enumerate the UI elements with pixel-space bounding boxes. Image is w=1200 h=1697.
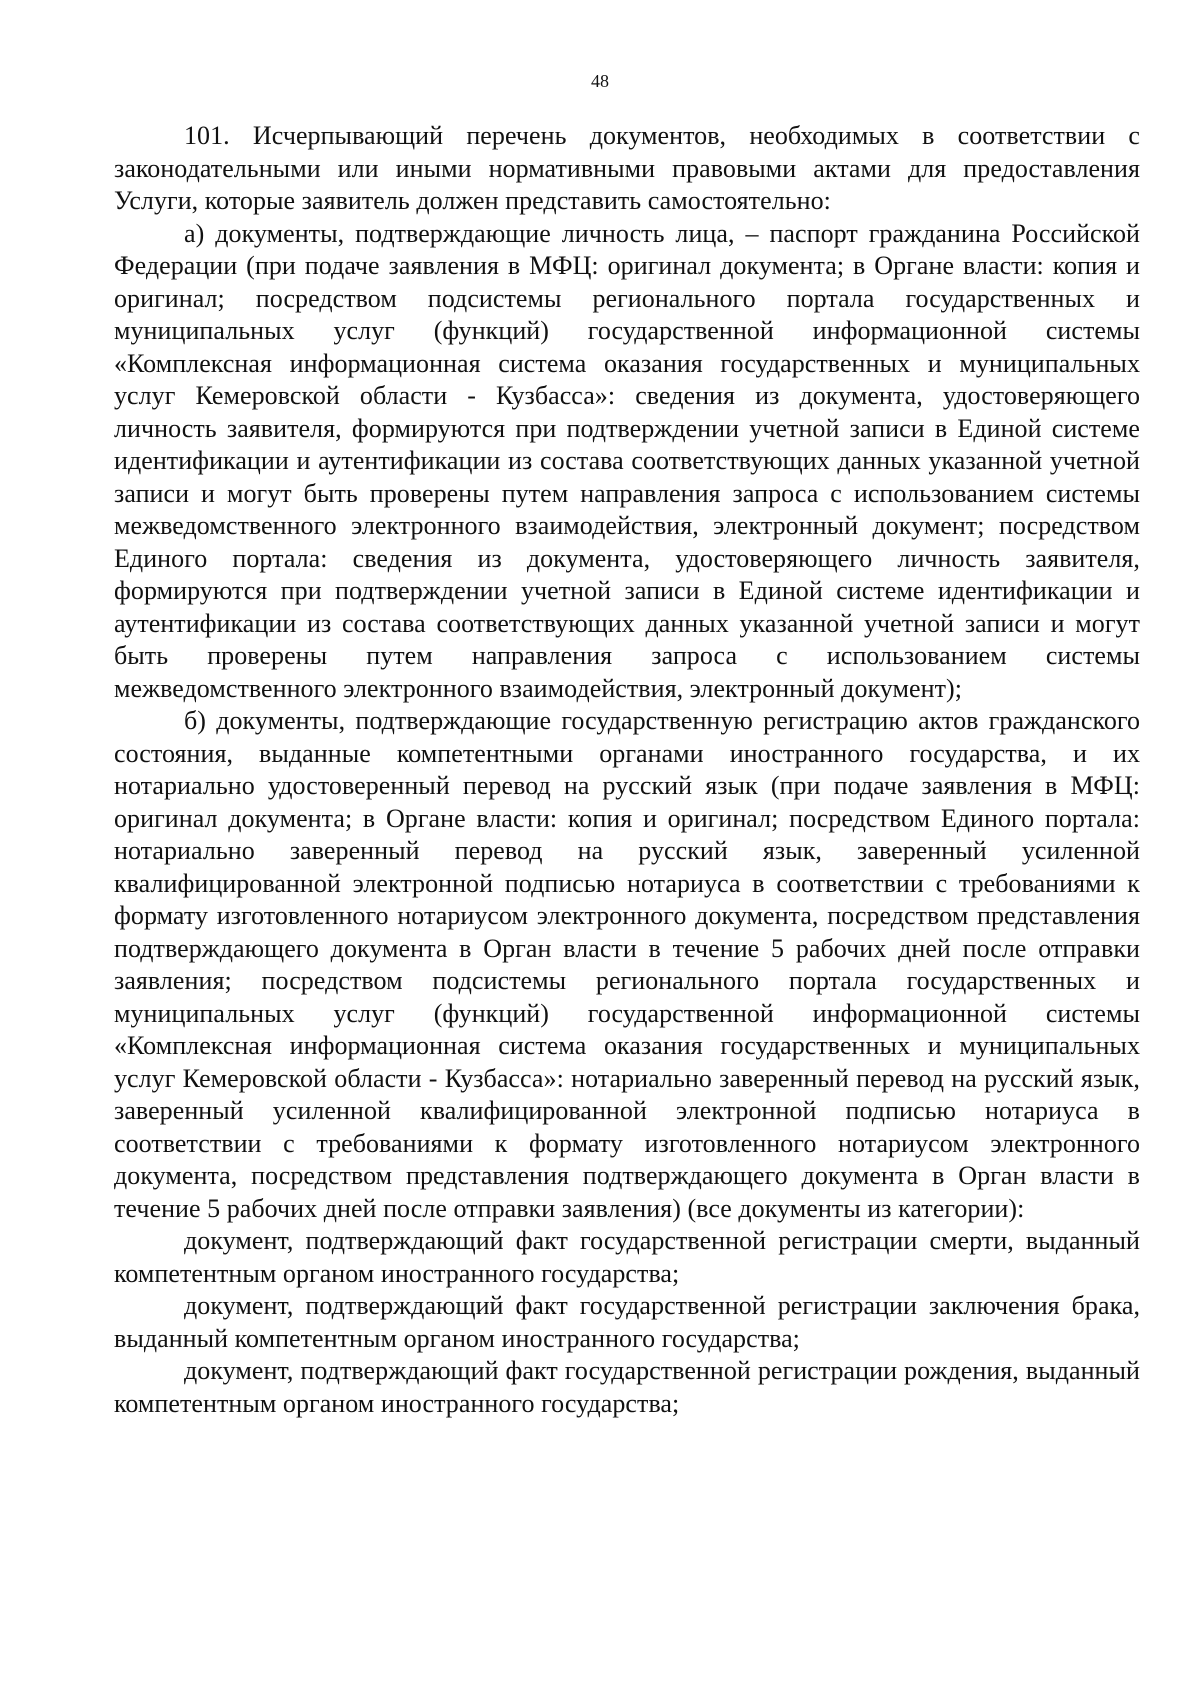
paragraph-b-civil-status-documents: б) документы, подтверждающие государственную регистрацию актов гражданского состояния, выданные компетентными органами иностранного государства, и их нотариально удостоверенный перевод на русский язык (при подаче заявления в МФЦ: оригинал документа; в Органе власти: копия и оригинал; посредством Единого портала: нотариально заверенный перевод на русский язык, заверенный усиленной квалифицированной электронной подписью нотариуса в соответствии с требованиями к формату изготовленного нотариусом электронного документа, посредством представления подтверждающего документа в Орган власти в течение 5 рабочих дней после отправки заявления; посредством подсистемы регионального портала государственных и муниципальных услуг (функций) государственной информационной системы «Комплексная информационная система оказания государственных и муниципальных услуг Кемеровской области - Кузбасса»: нотариально заверенный перевод на русский язык, заверенный усиленной квалифицированной электронной подписью нотариуса в соответствии с требованиями к формату изготовленного нотариусом электронного документа, посредством представления подтверждающего документа в Орган власти в течение 5 рабочих дней после отправки заявления) (все документы из категории): (114, 706, 1140, 1223)
list-item-birth-registration: документ, подтверждающий факт государственной регистрации рождения, выданный компетентным органом иностранного государства; (114, 1356, 1140, 1418)
document-body (114, 120, 1140, 1420)
list-item-death-registration: документ, подтверждающий факт государственной регистрации смерти, выданный компетентным органом иностранного государства; (114, 1226, 1140, 1288)
list-item-marriage-registration: документ, подтверждающий факт государственной регистрации заключения брака, выданный компетентным органом иностранного государства; (114, 1291, 1140, 1353)
page-number: 48 (591, 71, 609, 91)
paragraph-a-identity-documents: а) документы, подтверждающие личность лица, – паспорт гражданина Российской Федерации (при подаче заявления в МФЦ: оригинал документа; в Органе власти: копия и оригинал; посредством подсистемы регионального портала государственных и муниципальных услуг (функций) государственной информационной системы «Комплексная информационная система оказания государственных и муниципальных услуг Кемеровской области - Кузбасса»: сведения из документа, удостоверяющего личность заявителя, формируются при подтверждении учетной записи в Единой системе идентификации и аутентификации из состава соответствующих данных указанной учетной записи и могут быть проверены путем направления запроса с использованием системы межведомственного электронного взаимодействия, электронный документ; посредством Единого портала: сведения из документа, удостоверяющего личность заявителя, формируются при подтверждении учетной записи в Единой системе идентификации и аутентификации из состава соответствующих данных указанной учетной записи и могут быть проверены путем направления запроса с использованием системы межведомственного электронного взаимодействия, электронный документ); (114, 218, 1140, 703)
paragraph-101: 101. Исчерпывающий перечень документов, необходимых в соответствии с законодательными или иными нормативными правовыми актами для предоставления Услуги, которые заявитель должен представить самостоятельно: (114, 121, 1140, 215)
